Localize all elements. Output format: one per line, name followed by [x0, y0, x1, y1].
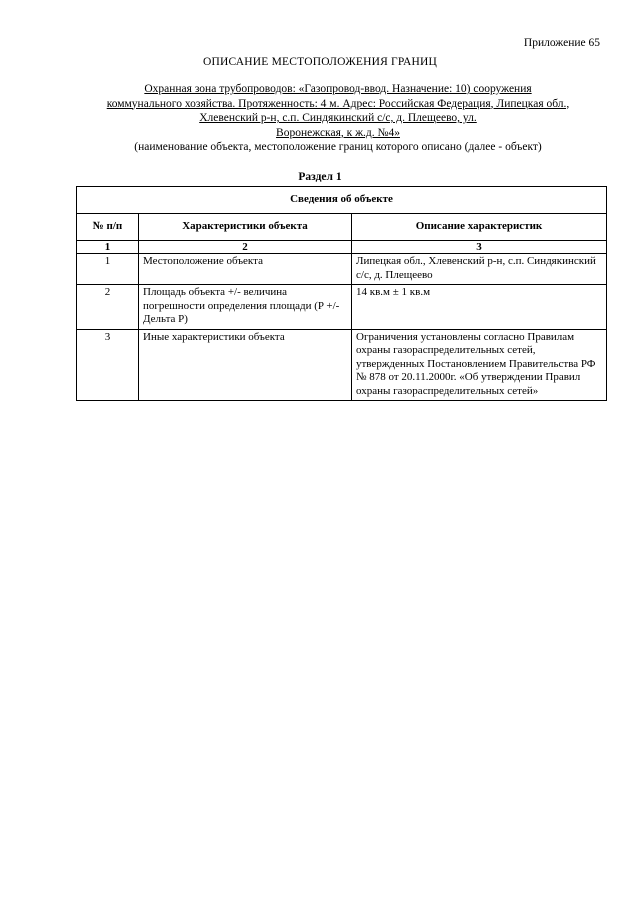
object-name-line-4: Воронежская, к ж.д. №4»: [276, 126, 400, 139]
table-row: [77, 329, 607, 401]
row-description: 14 кв.м ± 1 кв.м: [352, 285, 607, 330]
column-header-description: Описание характеристик: [352, 214, 607, 241]
column-number: 3: [352, 241, 607, 254]
object-description: [70, 82, 606, 155]
column-header-characteristic: Характеристики объекта: [139, 214, 352, 241]
column-header-num: № п/п: [77, 214, 139, 241]
row-num: 2: [77, 285, 139, 330]
row-description: Липецкая обл., Хлевенский р-н, с.п. Синдякинский с/с, д. Плещеево: [352, 254, 607, 285]
row-num: 3: [77, 329, 139, 401]
table-header-row: [77, 214, 607, 241]
object-info-table: [76, 186, 607, 401]
document-title: ОПИСАНИЕ МЕСТОПОЛОЖЕНИЯ ГРАНИЦ: [202, 56, 438, 68]
row-num: 1: [77, 254, 139, 285]
table-caption: Сведения об объекте: [77, 187, 607, 214]
row-characteristic: Площадь объекта +/- величина погрешности определения площади (P +/- Дельта P): [139, 285, 352, 330]
object-name-line-2: коммунального хозяйства. Протяженность: 4 м. Адрес: Российская Федерация, Липецкая обл.,: [106, 97, 570, 110]
appendix-number: Приложение 65: [523, 37, 600, 49]
section-label: Раздел 1: [298, 171, 342, 183]
row-characteristic: Местоположение объекта: [139, 254, 352, 285]
table-column-numbers-row: [77, 241, 607, 254]
object-name-line-1: Охранная зона трубопроводов: «Газопровод-ввод. Назначение: 10) сооружения: [144, 83, 532, 95]
table-row: [77, 285, 607, 330]
row-characteristic: Иные характеристики объекта: [139, 329, 352, 401]
row-description: Ограничения установлены согласно Правилам охраны газораспределительных сетей, утвержденных Постановлением Правительства РФ № 878 от 20.11.2000г. «Об утверждении Правил охраны газораспределительных сетей»: [352, 329, 607, 401]
table-row: [77, 254, 607, 285]
table-caption-row: [77, 187, 607, 214]
object-name-note: (наименование объекта, местоположение границ которого описано (далее - объект): [134, 141, 542, 153]
object-name-line-3: Хлевенский р-н, с.п. Синдякинский с/с, д. Плещеево, ул.: [199, 112, 477, 124]
column-number: 2: [139, 241, 352, 254]
column-number: 1: [77, 241, 139, 254]
